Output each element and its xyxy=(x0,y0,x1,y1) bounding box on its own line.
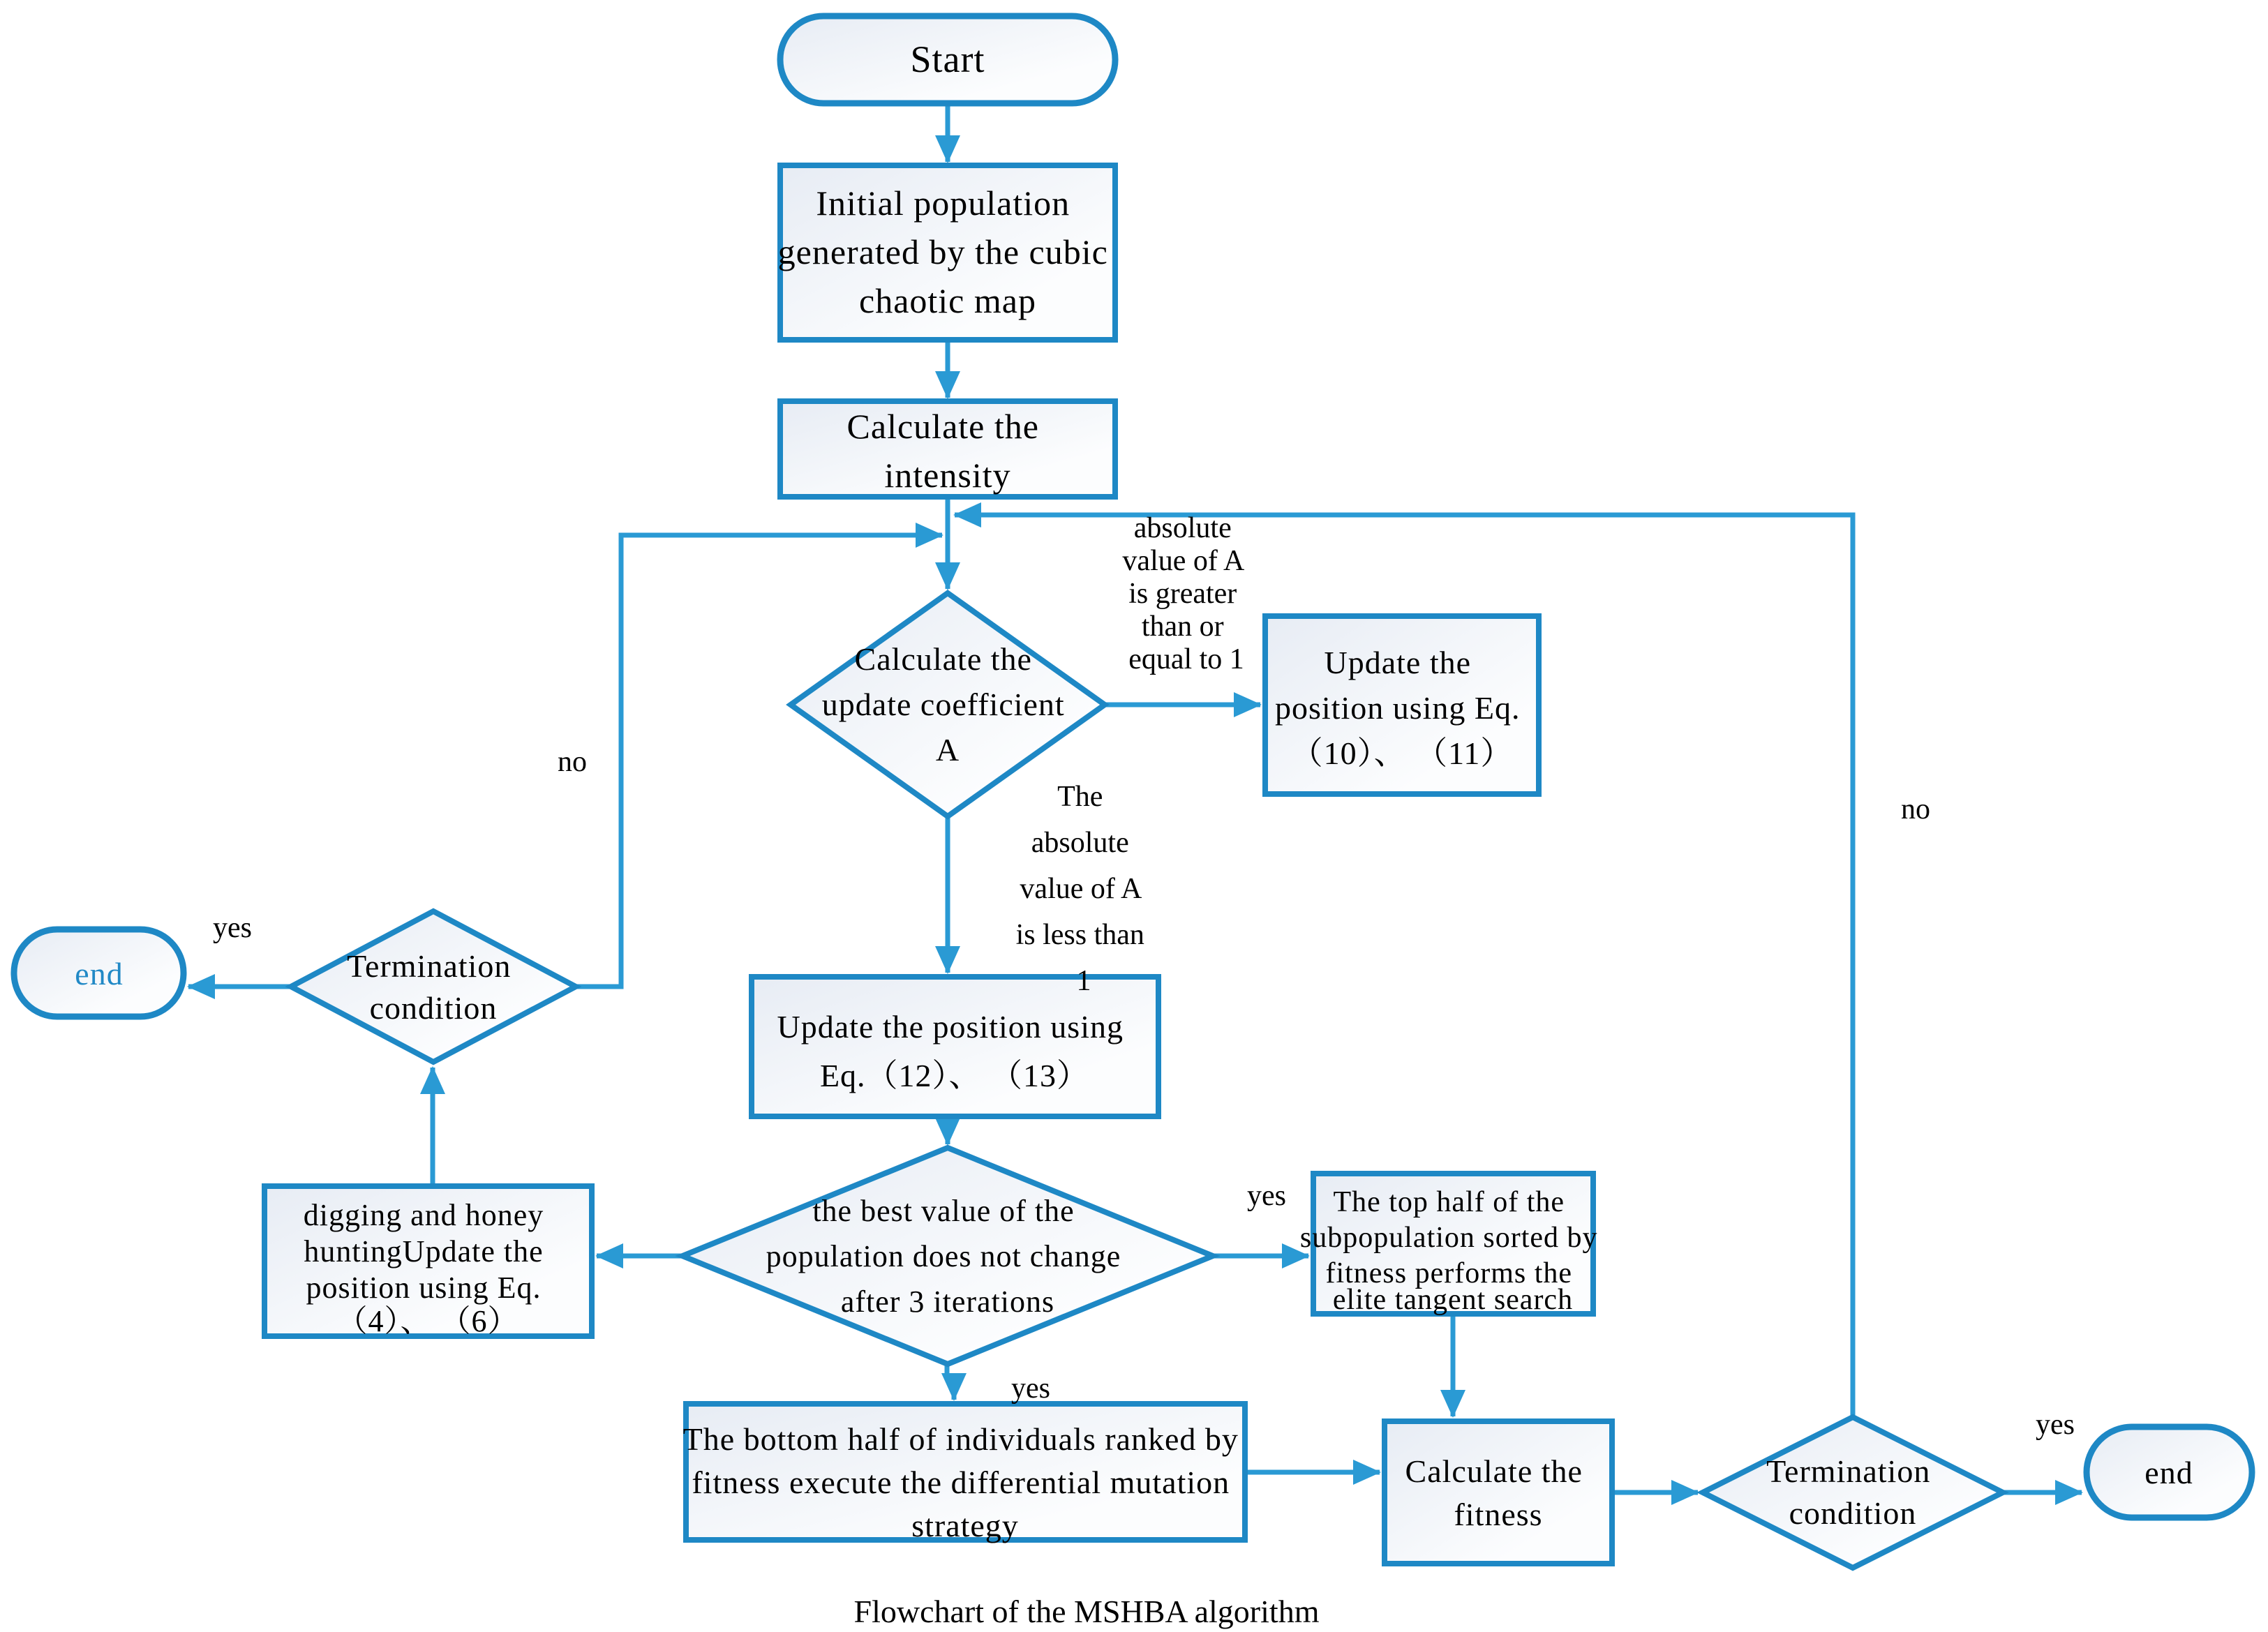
calc-fitness-node xyxy=(1385,1421,1612,1564)
figure-caption: Flowchart of the MSHBA algorithm xyxy=(853,1594,1320,1629)
bottom-half-label: The bottom half of individuals ranked by fitness execute the differential mutation strategy xyxy=(682,1421,1239,1543)
label-abs-geq: absolute value of A is greater than or equal to 1 xyxy=(1122,512,1244,675)
label-yes-bottom: yes xyxy=(1011,1372,1050,1405)
label-abs-lt: The absolute value of A is less than 1 xyxy=(1015,781,1144,997)
top-half-label: The top half of the subpopulation sorted by fitness performs the elite tangent search xyxy=(1299,1186,1598,1316)
termination-right-label: Termination condition xyxy=(1766,1453,1931,1531)
digging-label: digging and honey huntingUpdate the position using Eq. （4）、 （6） xyxy=(303,1198,544,1338)
best-value-label: the best value of the population does not change after 3 iterations xyxy=(766,1194,1121,1319)
update-eq-12-13-node xyxy=(752,977,1158,1116)
termination-right-decision xyxy=(1703,1417,2003,1568)
calc-intensity-label: Calculate the intensity xyxy=(846,407,1039,495)
label-yes-left: yes xyxy=(213,912,252,944)
update-eq-12-13-label: Update the position using Eq.（12）、 （13） xyxy=(777,1009,1124,1093)
update-eq-10-11-label: Update the position using Eq. （10）、 （11） xyxy=(1274,645,1521,771)
termination-left-label: Termination condition xyxy=(347,948,512,1026)
label-no-left: no xyxy=(558,746,587,778)
init-population-label: Initial population generated by the cubic chaotic map xyxy=(777,184,1108,320)
end-right-label: end xyxy=(2144,1455,2193,1490)
end-left-label: end xyxy=(75,956,124,991)
termination-left-decision xyxy=(291,911,576,1062)
label-yes-right: yes xyxy=(2036,1409,2075,1441)
label-no-right: no xyxy=(1901,793,1930,825)
start-label: Start xyxy=(910,38,985,80)
calc-fitness-label: Calculate the fitness xyxy=(1405,1453,1583,1532)
calc-coefficient-label: Calculate the update coefficient A xyxy=(821,641,1065,768)
label-yes-mid: yes xyxy=(1247,1180,1286,1212)
